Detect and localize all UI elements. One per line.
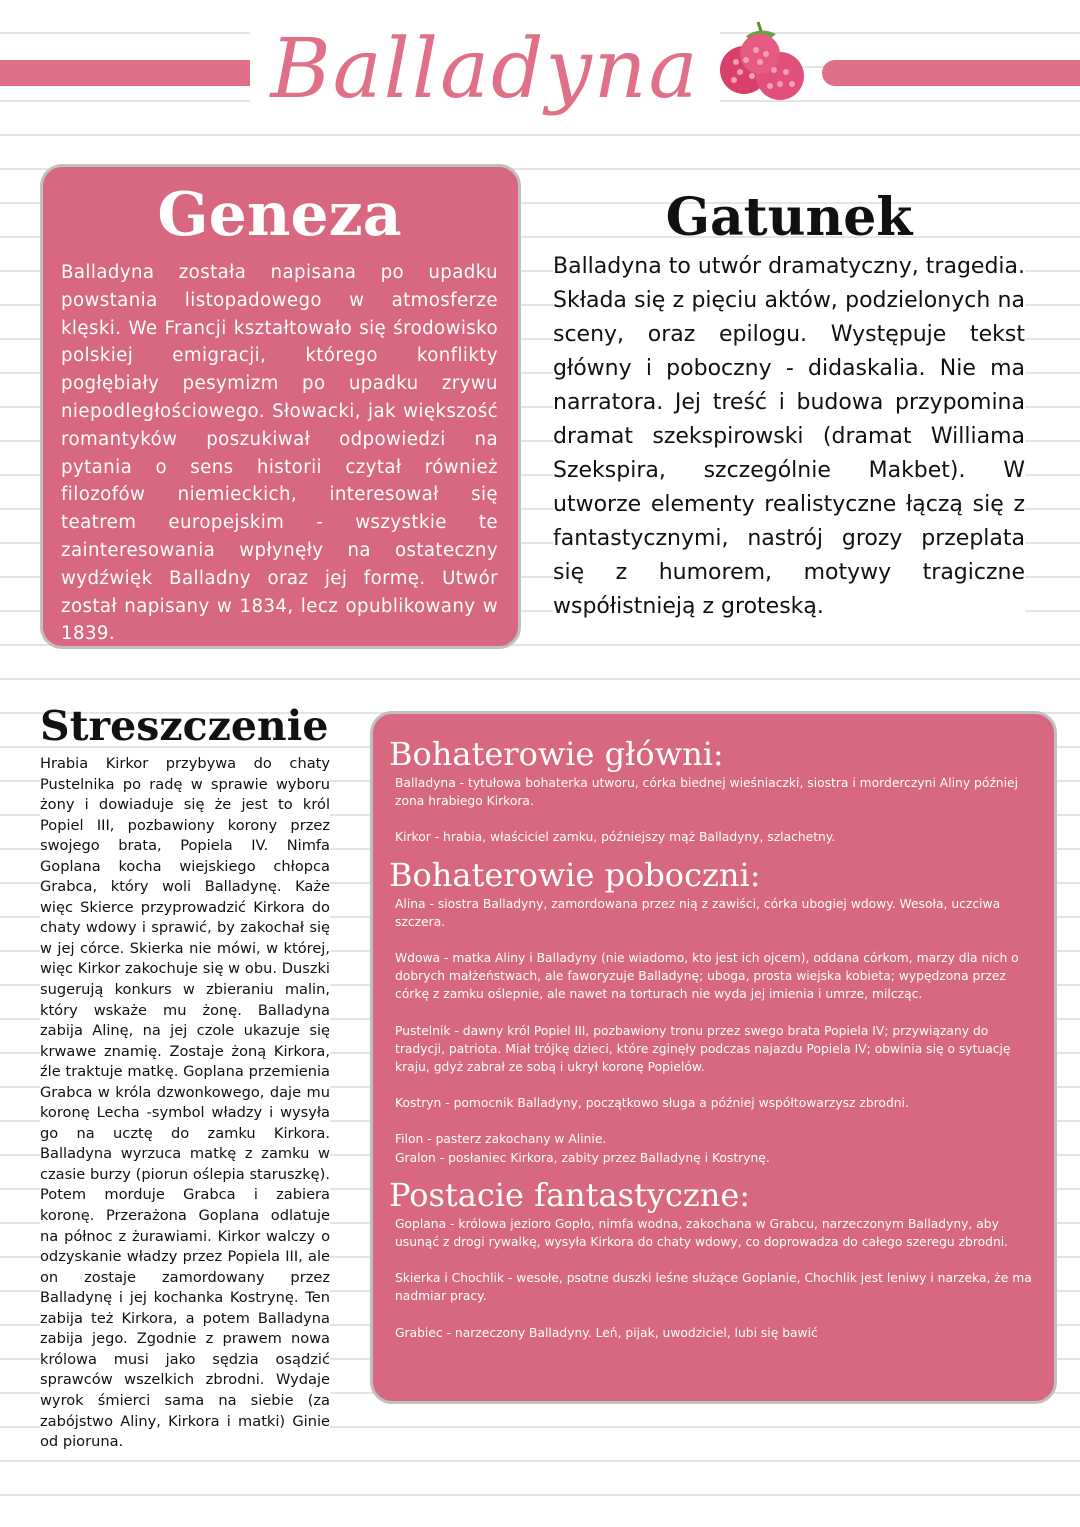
gatunek-text: Balladyna to utwór dramatyczny, tragedia. Składa się z pięciu aktów, podzielonych na sceny, oraz epilogu. Występuje tekst główny i poboczny - didaskalia. Nie ma narratora. Jej treść i budowa przypomina dramat szekspirowski (dramat Williama Szekspira, szczególnie Makbet). W utworze elementy realistyczne łączą się z fantastycznymi, nastrój grozy przeplata się z humorem, motywy tragiczne współistnieją z groteską.	[553, 250, 1025, 624]
raspberry-icon	[700, 14, 820, 114]
bohaterowie-poboczni-heading: Bohaterowie poboczni:	[389, 855, 761, 894]
character-entry: Filon - pasterz zakochany w Alinie.	[395, 1132, 607, 1147]
gatunek-section	[553, 186, 1025, 624]
title-decor-bar-right	[822, 60, 1080, 86]
bohaterowie-section	[370, 711, 1057, 1404]
character-entry: Gralon - posłaniec Kirkora, zabity przez Balladynę i Kostrynę.	[395, 1150, 770, 1165]
title-decor-bar-left	[0, 60, 268, 86]
page-title: Balladyna	[250, 10, 720, 130]
geneza-heading: Geneza	[157, 180, 402, 250]
character-entry: Kirkor - hrabia, właściciel zamku, późniejszy mąż Balladyny, szlachetny.	[395, 830, 836, 845]
character-entry: Balladyna - tytułowa bohaterka utworu, córka biednej wieśniaczki, siostra i morderczyni Aliny później zona hrabiego Kirkora.	[395, 776, 1018, 809]
geneza-section	[40, 164, 521, 649]
gatunek-heading: Gatunek	[665, 187, 913, 248]
character-entry: Kostryn - pomocnik Balladyny, początkowo sługa a później współtowarzysz zbrodni.	[395, 1096, 909, 1111]
streszczenie-heading: Streszczenie	[40, 702, 329, 750]
character-entry: Grabiec - narzeczony Balladyny. Leń, pijak, uwodziciel, lubi się bawić	[395, 1325, 818, 1340]
streszczenie-text: Hrabia Kirkor przybywa do chaty Pustelnika po radę w sprawie wyboru żony i dowiaduje się że jest to król Popiel III, pozbawiony korony przez swojego brata, Popiela IV. Nimfa Goplana kocha wiejskiego chłopca Grabca, który woli Balladynę. Każe więc Skierce przyprowadzić Kirkora do chaty wdowy i sprawić, by zakochał się w jej córce. Skierka nie mówi, w której, więc Kirkor zakochuje się w obu. Duszki sugerują konkurs w zbieraniu malin, który wskaże mu żonę. Balladyna zabija Alinę, na jej czole ukazuje się krwawe znamię. Zostaje żoną Kirkora, źle traktuje matkę. Goplana przemienia Grabca w króla dzwonkowego, daje mu koronę Lecha -symbol władzy i wysyła go na ucztę do zamku Kirkora. Balladyna wyrzuca matkę z zamku w czasie burzy (piorun oślepia staruszkę). Potem morduje Grabca i zabiera koronę. Przerażona Goplana odlatuje na północ z żurawiami. Kirkor walczy o odzyskanie władzy przez Popiela III, ale on zostaje zamordowany przez Balladynę i jej kochanka Kostrynę. Ten zabija też Kirkora, a potem Balladyna zabija jego. Zgodnie z prawem nowa królowa musi jako sędzia osądzić sprawców wszelkich zbrodni. Wydaje wyrok śmierci sama na siebie (za zabójstwo Aliny, Kirkora i matki) Ginie od pioruna.	[40, 754, 330, 1453]
geneza-text: Balladyna została napisana po upadku powstania listopadowego w atmosferze klęski. We Francji kształtowało się środowisko polskiej emigracji, którego konflikty pogłębiały pesymizm po upadku zrywu niepodległościowego. Słowacki, jak większość romantyków poszukiwał odpowiedzi na pytania o sens historii czytał również filozofów niemieckich, interesował się teatrem europejskim - wszystkie te zainteresowania wpłynęły na ostateczny wydźwięk Balladny oraz jej formę. Utwór został napisany w 1834, lecz opublikowany w 1839.	[61, 262, 498, 645]
character-entry: Pustelnik - dawny król Popiel III, pozbawiony tronu przez swego brata Popiela IV; przywiązany do tradycji, patriota. Miał trójkę dzieci, które zginęły podczas najazdu Popiela IV; obwinia się o sytuację kraju, gdyż zabrał ze sobą i ukrył koronę Popielów.	[395, 1023, 1011, 1075]
character-entry: Alina - siostra Balladyny, zamordowana przez nią z zawiści, córka ubogiej wdowy. Wesoła, uczciwa szczera.	[395, 896, 1001, 929]
bohaterowie-glowni-heading: Bohaterowie główni:	[389, 735, 724, 773]
character-entry: Wdowa - matka Aliny i Balladyny (nie wiadomo, kto jest ich ojcem), oddana córkom, marzy dla nich o dobrych małżeństwach, ale faworyzuje Balladynę; uboga, prosta wiejska kobieta; wypędzona przez córkę z zamku oślepnie, ale nawet na torturach nie wyda jej imienia i umrze, milcząc.	[395, 951, 1019, 1002]
character-entry: Skierka i Chochlik - wesołe, psotne duszki leśne służące Goplanie, Chochlik jest leniwy i narzeka, że ma nadmiar pracy.	[395, 1271, 1032, 1304]
streszczenie-section	[40, 700, 330, 1453]
postacie-fantastyczne-heading: Postacie fantastyczne:	[389, 1175, 751, 1214]
character-entry: Goplana - królowa jezioro Gopło, nimfa wodna, zakochana w Grabcu, narzeczonym Balladyny, aby usunąć z drogi rywalkę, wysyła Kirkora do chaty wdowy, co doprowadza do całego szeregu zbrodni.	[395, 1216, 1009, 1250]
